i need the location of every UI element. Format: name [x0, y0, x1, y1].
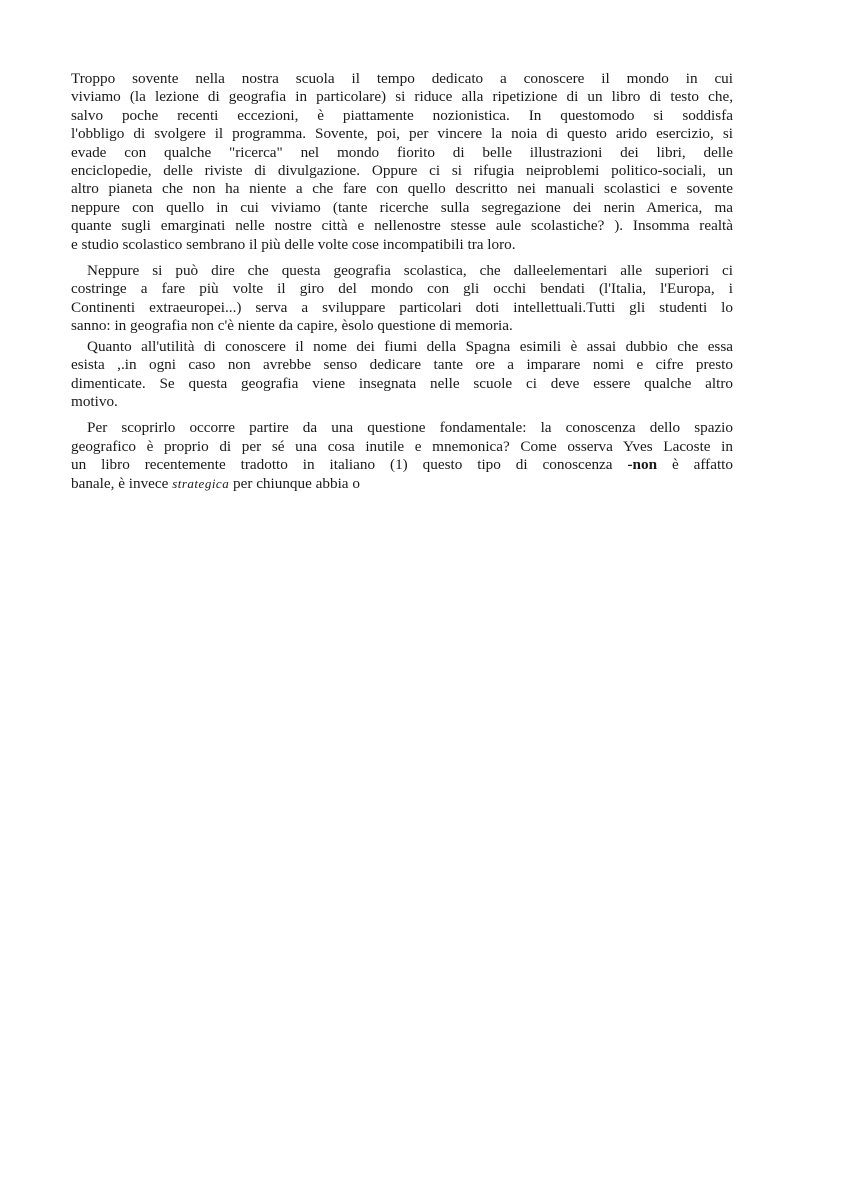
italic-fragment: strategica [172, 475, 230, 491]
text-line: Continenti extraeuropei...) serva a sviluppare particolari doti intellettuali.Tutti gli studenti lo [71, 298, 733, 316]
paragraph-4 [71, 419, 733, 493]
text-line-with-bold [71, 456, 733, 474]
text-line-with-italic [71, 475, 733, 493]
text-line: quante sugli emarginati nelle nostre città e nellenostre stesse aule scolastiche? ). Insomma realtà [71, 217, 733, 235]
text-line: evade con qualche "ricerca" nel mondo fiorito di belle illustrazioni dei libri, delle [71, 143, 733, 161]
text-line: l'obbligo di svolgere il programma. Sovente, poi, per vincere la noia di questo arido esercizio, si [71, 125, 733, 143]
text-line: geografico è proprio di per sé una cosa inutile e mnemonica? Come osserva Yves Lacoste in [71, 437, 733, 455]
text-line: sanno: in geografia non c'è niente da capire, èsolo questione di memoria. [71, 317, 513, 335]
text-line: esista ,.in ogni caso non avrebbe senso dedicare tante ore a imparare nomi e cifre presto [71, 356, 733, 374]
text-fragment: per chiunque abbia o [233, 474, 360, 492]
text-line: enciclopedie, delle riviste di divulgazione. Oppure ci si rifugia neiproblemi politico-sociali, un [71, 162, 733, 180]
text-fragment: banale, è invece [71, 474, 169, 492]
text-fragment: è affatto [671, 456, 733, 474]
text-line: Per scoprirlo occorre partire da una questione fondamentale: la conoscenza dello spazio [87, 419, 733, 437]
paragraph-2 [71, 262, 733, 336]
paragraph-gap [71, 411, 733, 419]
paragraph-3 [71, 338, 733, 412]
text-fragment: un libro recentemente tradotto in italiano (1) questo tipo di conoscenza [71, 456, 613, 474]
text-line: Troppo sovente nella nostra scuola il tempo dedicato a conoscere il mondo in cui [71, 70, 733, 87]
paragraph-gap [71, 254, 733, 262]
text-line: altro pianeta che non ha niente a che fare con quello descritto nei manuali scolastici e sovente [71, 180, 733, 198]
text-line: viviamo (la lezione di geografia in particolare) si riduce alla ripetizione di un libro di testo che, [71, 88, 733, 106]
document-body [71, 70, 733, 493]
text-line: dimenticate. Se questa geografia viene insegnata nelle scuole ci deve essere qualche altro [71, 374, 733, 392]
text-line: costringe a fare più volte il giro del mondo con gli occhi bendati (l'Italia, l'Europa, i [71, 280, 733, 298]
paragraph-1 [71, 70, 733, 254]
text-line: Quanto all'utilità di conoscere il nome dei fiumi della Spagna esimili è assai dubbio che essa [87, 337, 733, 355]
text-line: salvo poche recenti eccezioni, è piattamente nozionistica. In questomodo si soddisfa [71, 106, 733, 124]
bold-fragment: -non [627, 456, 658, 474]
text-line: neppure con quello in cui viviamo (tante ricerche sulla segregazione dei nerin America, ma [71, 198, 733, 216]
text-line: Neppure si può dire che questa geografia scolastica, che dalleelementari alle superiori ci [87, 262, 733, 280]
text-line: e studio scolastico sembrano il più delle volte cose incompatibili tra loro. [71, 235, 516, 253]
text-line: motivo. [71, 392, 118, 410]
